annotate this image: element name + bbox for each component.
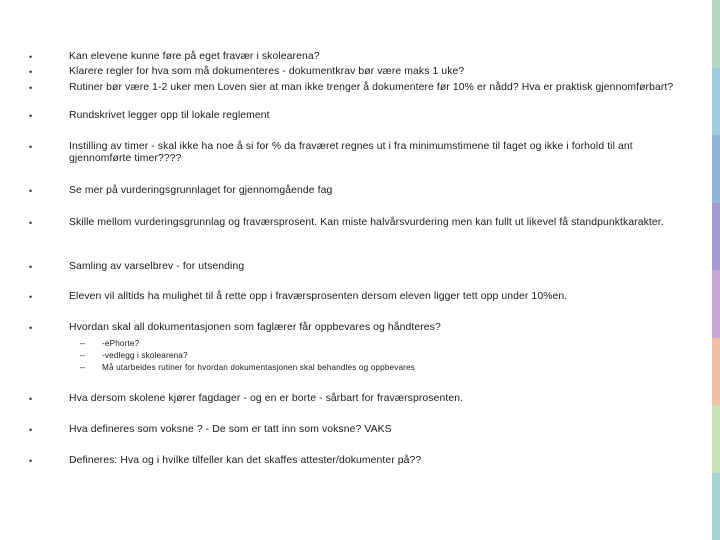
bullet-dot: • — [29, 218, 33, 228]
color-strip-segment — [712, 270, 720, 338]
sub-bullet-text: Må utarbeides rutiner for hvordan dokumentasjonen skal behandles og oppbevares — [102, 363, 416, 372]
bullet-text: Klarere regler for hva som må dokumenteres - dokumentkrav bør være maks 1 uke? — [69, 66, 465, 77]
bullet-dot: • — [29, 456, 33, 466]
sub-bullet-dash: – — [80, 362, 86, 372]
bullet-text: Hvordan skal all dokumentasjonen som faglærer får oppbevares og håndteres? — [69, 322, 441, 333]
bullet-dot: • — [29, 262, 33, 272]
color-strip-segment — [712, 473, 720, 540]
bullet-dot: • — [29, 67, 33, 77]
bullet-dot: • — [29, 111, 33, 121]
color-strip-segment — [712, 338, 720, 406]
color-strip-segment — [712, 405, 720, 473]
bullet-dot: • — [29, 425, 33, 435]
bullet-text: Eleven vil alltids ha mulighet til å rette opp i fraværsprosenten dersom eleven ligger tett opp under 10%en. — [69, 291, 568, 302]
bullet-dot: • — [29, 186, 33, 196]
color-strip-segment — [712, 68, 720, 136]
sub-bullet-text: -vedlegg i skolearena? — [102, 351, 188, 360]
bullet-dot: • — [29, 292, 33, 302]
sub-bullet-dash: – — [80, 350, 86, 360]
color-strip-segment — [712, 135, 720, 203]
bullet-text: Instilling av timer - skal ikke ha noe å si for % da fraværet regnes ut i fra minimumstimene til faget og ikke i forhold til ant gjennomførte timer???? — [69, 141, 633, 164]
bullet-text: Se mer på vurderingsgrunnlaget for gjennomgående fag — [69, 185, 333, 196]
bullet-text: Defineres: Hva og i hvilke tilfeller kan det skaffes attester/dokumenter på?? — [69, 455, 422, 466]
color-strip-segment — [712, 0, 720, 68]
bullet-dot: • — [29, 394, 33, 404]
bullet-text: Kan elevene kunne føre på eget fravær i skolearena? — [69, 51, 320, 62]
sub-bullet-dash: – — [80, 338, 86, 348]
bullet-text: Samling av varselbrev - for utsending — [69, 261, 245, 272]
bullet-text: Hva defineres som voksne ? - De som er tatt inn som voksne? VAKS — [69, 424, 392, 435]
bullet-dot: • — [29, 323, 33, 333]
sub-bullet-text: -ePhorte? — [102, 339, 140, 348]
bullet-text: Rutiner bør være 1-2 uker men Loven sier at man ikke trenger å dokumentere før 10% er nådd? Hva er praktisk gjennomførbart? — [69, 82, 674, 93]
bullet-dot: • — [29, 142, 33, 152]
color-strip-segment — [712, 203, 720, 271]
bullet-text: Rundskrivet legger opp til lokale reglement — [69, 110, 270, 121]
bullet-dot: • — [29, 52, 33, 62]
bullet-text: Hva dersom skolene kjører fagdager - og en er borte - sårbart for fraværsprosenten. — [69, 393, 464, 404]
bullet-text: Skille mellom vurderingsgrunnlag og fraværsprosent. Kan miste halvårsvurdering men kan fullt ut likevel få standpunktkarakter. — [69, 217, 664, 228]
bullet-dot: • — [29, 83, 33, 93]
